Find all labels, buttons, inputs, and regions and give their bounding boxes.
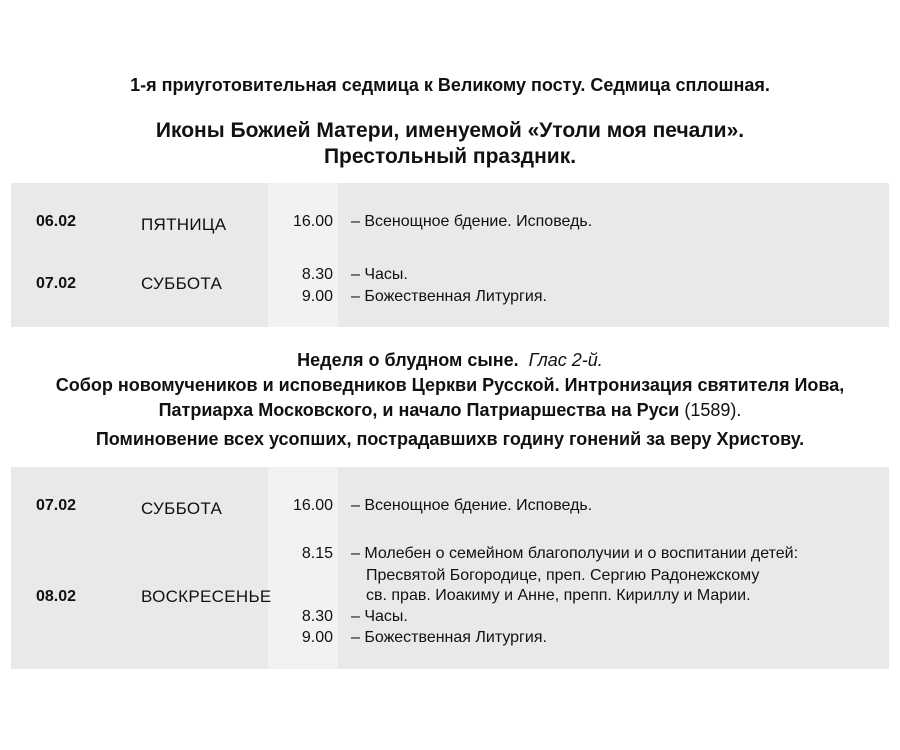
row-event: – Молебен о семейном благополучии и о воспитании детей: <box>351 545 799 562</box>
row-event-cont: Пресвятой Богородице, преп. Сергию Радонежскому <box>366 567 760 584</box>
feast-title-line2: Престольный праздник. <box>323 145 577 168</box>
row-time: 9.00 <box>301 629 333 646</box>
row-event: – Часы. <box>351 266 408 283</box>
commemoration-line2: Патриарха Московского, и начало Патриаршества на Руси (1589). <box>158 400 742 420</box>
schedule-panel-2 <box>11 467 889 669</box>
commemoration-line1: Собор новомучеников и исповедников Церкви Русской. Интронизация святителя Иова, <box>55 375 845 395</box>
glas-label: Глас 2-й. <box>528 350 603 370</box>
row-time: 9.00 <box>301 288 333 305</box>
row-date: 07.02 <box>36 275 77 292</box>
row-event: – Часы. <box>351 608 408 625</box>
week-title: 1-я приуготовительная седмица к Великому посту. Седмица сплошная. <box>130 75 770 95</box>
row-time: 8.30 <box>301 608 333 625</box>
row-time: 8.30 <box>301 266 333 283</box>
row-day: ВОСКРЕСЕНЬЕ <box>141 587 272 606</box>
row-event: – Божественная Литургия. <box>351 288 547 305</box>
row-date: 08.02 <box>36 588 77 605</box>
feast-title-line1: Иконы Божией Матери, именуемой «Утоли моя печали». <box>155 119 745 142</box>
feast-title <box>0 118 900 170</box>
year-label: (1589). <box>684 400 742 420</box>
sunday-title: Неделя о блудном сыне. Глас 2-й. <box>297 350 603 370</box>
sunday-heading <box>0 348 900 452</box>
row-day: СУББОТА <box>141 274 223 293</box>
remembrance-line: Поминовение всех усопших, пострадавшихв годину гонений за веру Христову. <box>95 429 805 449</box>
schedule-panel-1 <box>11 183 889 327</box>
row-day: СУББОТА <box>141 499 223 518</box>
row-date: 06.02 <box>36 213 77 230</box>
row-event: – Божественная Литургия. <box>351 629 547 646</box>
row-day: ПЯТНИЦА <box>141 215 227 234</box>
row-event: – Всенощное бдение. Исповедь. <box>351 497 593 514</box>
row-time: 16.00 <box>292 213 333 230</box>
row-time: 16.00 <box>292 497 333 514</box>
row-time: 8.15 <box>301 545 333 562</box>
row-date: 07.02 <box>36 497 77 514</box>
row-event: – Всенощное бдение. Исповедь. <box>351 213 593 230</box>
row-event-cont: св. прав. Иоакиму и Анне, препп. Кириллу и Марии. <box>366 587 751 604</box>
